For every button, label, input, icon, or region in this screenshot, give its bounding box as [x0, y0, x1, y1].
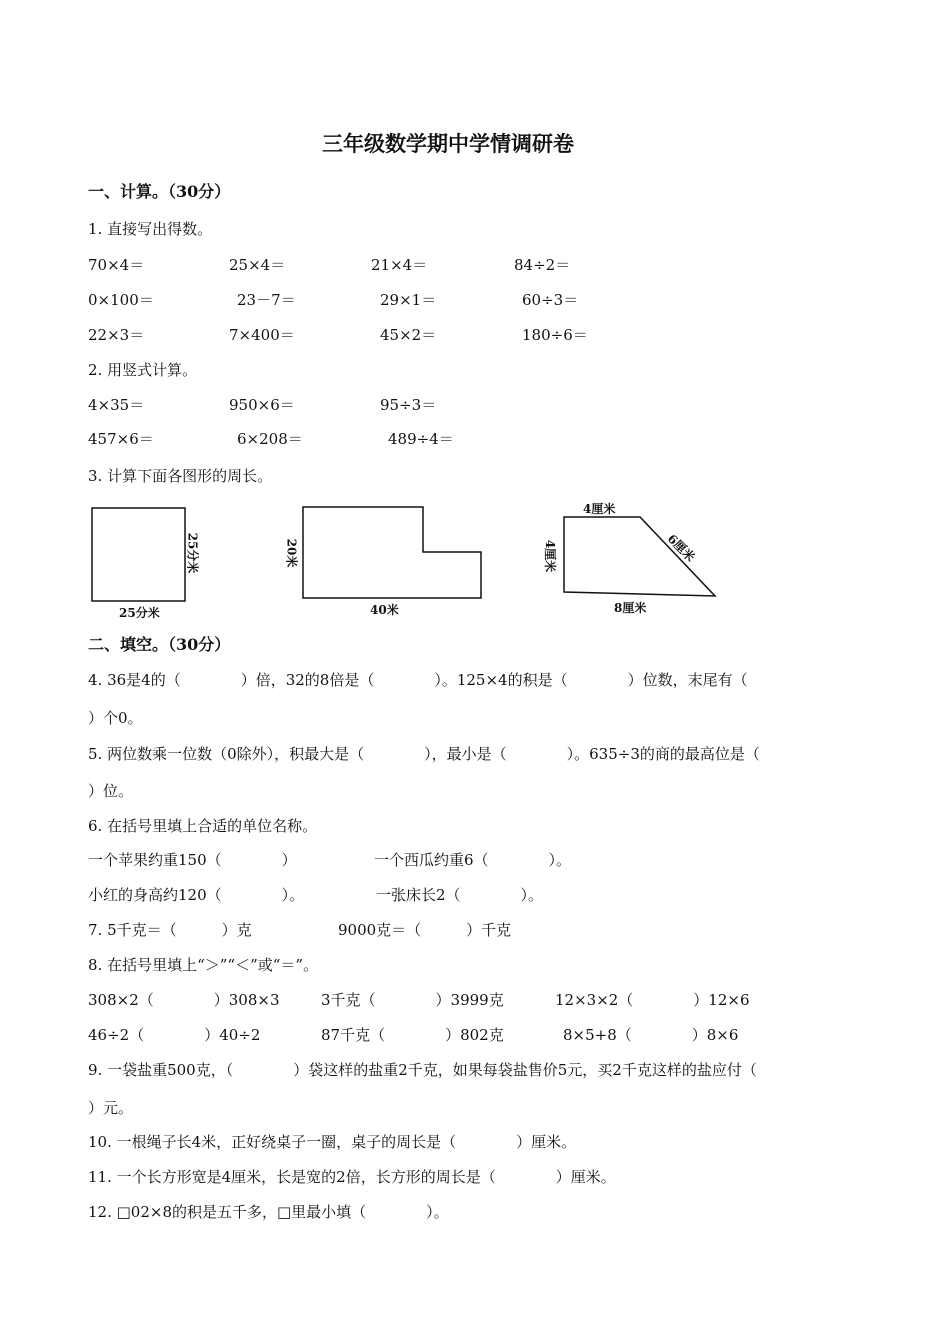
- q11-text: 11. 一个长方形宽是4厘米，长是宽的2倍，长方形的周长是（ ）厘米。: [88, 1168, 616, 1186]
- trapezoid-slant-label: 6厘米: [664, 531, 698, 565]
- q1-item: 45×2＝: [380, 326, 437, 344]
- q1-item: 0×100＝: [88, 291, 154, 309]
- square-bottom-label: 25分米: [119, 606, 160, 620]
- lshape-left-label: 20米: [284, 538, 299, 568]
- lshape-figure: [303, 507, 481, 598]
- q9-line1: 9. 一袋盐重500克，（ ）袋这样的盐重2千克，如果每袋盐售价5元，买2千克这样的盐应付（: [88, 1061, 757, 1079]
- q5-line2: ）位。: [88, 782, 134, 800]
- q6-item: 小红的身高约120（ ）。: [88, 886, 305, 904]
- q8-item: 87千克（ ）802克: [321, 1026, 504, 1044]
- q3-prompt: 3. 计算下面各图形的周长。: [88, 467, 273, 485]
- q10-text: 10. 一根绳子长4米，正好绕桌子一圈，桌子的周长是（ ）厘米。: [88, 1133, 577, 1151]
- q8-item: 308×2（ ）308×3: [88, 991, 280, 1009]
- q2-prompt: 2. 用竖式计算。: [88, 361, 198, 379]
- trapezoid-top-label: 4厘米: [583, 502, 616, 516]
- q4-line2: ）个0。: [88, 709, 143, 727]
- q2-item: 6×208＝: [237, 430, 303, 448]
- q8-item: 46÷2（ ）40÷2: [88, 1026, 261, 1044]
- q1-item: 70×4＝: [88, 256, 145, 274]
- q6-item: 一张床长2（ ）。: [376, 886, 544, 904]
- q1-item: 29×1＝: [380, 291, 437, 309]
- q5-line1: 5. 两位数乘一位数（0除外），积最大是（ ），最小是（ ）。635÷3的商的最高位是（: [88, 745, 760, 763]
- section2-heading: 二、填空。（30分）: [88, 635, 231, 654]
- q2-item: 489÷4＝: [388, 430, 454, 448]
- q6-item: 一个苹果约重150（ ）: [88, 851, 297, 869]
- section1-heading: 一、计算。（30分）: [88, 182, 231, 201]
- q1-item: 23－7＝: [237, 291, 296, 309]
- q1-item: 180÷6＝: [522, 326, 588, 344]
- trapezoid-bottom-label: 8厘米: [614, 601, 647, 615]
- q1-item: 60÷3＝: [522, 291, 579, 309]
- lshape-bottom-label: 40米: [370, 603, 399, 617]
- q6-prompt: 6. 在括号里填上合适的单位名称。: [88, 817, 318, 835]
- q1-item: 21×4＝: [371, 256, 428, 274]
- page-title: 三年级数学期中学情调研卷: [322, 131, 574, 156]
- trapezoid-left-label: 4厘米: [543, 539, 558, 573]
- q2-item: 4×35＝: [88, 396, 145, 414]
- q7-part-a: 7. 5千克＝（ ）克: [88, 921, 252, 939]
- q8-prompt: 8. 在括号里填上“＞”“＜”或“＝”。: [88, 956, 319, 974]
- q12-text: 12. □02×8的积是五千多，□里最小填（ ）。: [88, 1203, 449, 1221]
- q1-item: 22×3＝: [88, 326, 145, 344]
- q7-part-b: 9000克＝（ ）千克: [338, 921, 512, 939]
- q2-item: 457×6＝: [88, 430, 154, 448]
- q8-item: 8×5+8（ ）8×6: [563, 1026, 739, 1044]
- q2-item: 95÷3＝: [380, 396, 437, 414]
- q1-item: 7×400＝: [229, 326, 295, 344]
- q1-prompt: 1. 直接写出得数。: [88, 220, 213, 238]
- square-side-label: 25分米: [185, 532, 200, 574]
- q6-item: 一个西瓜约重6（ ）。: [374, 851, 572, 869]
- q1-item: 84÷2＝: [514, 256, 571, 274]
- square-figure: [92, 508, 185, 601]
- q8-item: 3千克（ ）3999克: [321, 991, 504, 1009]
- q4-line1: 4. 36是4的（ ）倍，32的8倍是（ ）。125×4的积是（ ）位数，末尾有（: [88, 671, 748, 689]
- q2-item: 950×6＝: [229, 396, 295, 414]
- q8-item: 12×3×2（ ）12×6: [555, 991, 750, 1009]
- q1-item: 25×4＝: [229, 256, 286, 274]
- q9-line2: ）元。: [88, 1099, 134, 1117]
